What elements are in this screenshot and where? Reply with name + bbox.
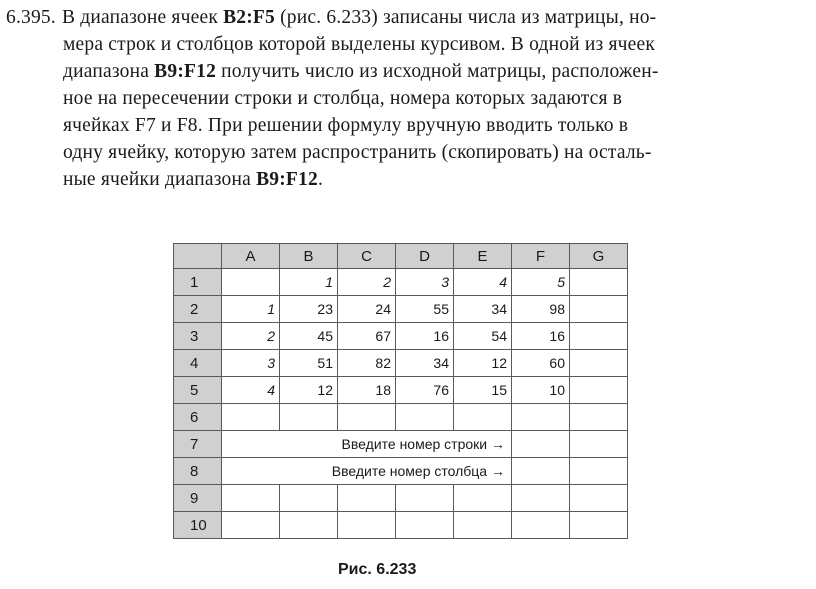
cell[interactable]: 76 (396, 377, 454, 404)
range-ref: B2:F5 (223, 7, 275, 28)
figure-caption: Рис. 6.233 (338, 561, 417, 578)
column-header[interactable]: A (222, 244, 280, 269)
column-header[interactable]: C (338, 244, 396, 269)
row-header[interactable]: 10 (174, 512, 222, 539)
sheet-row (174, 323, 628, 350)
cell[interactable] (222, 404, 280, 431)
cell[interactable]: 45 (280, 323, 338, 350)
cell[interactable] (512, 485, 570, 512)
cell[interactable]: 82 (338, 350, 396, 377)
row-prompt-cell[interactable]: Введите номер строки → (222, 431, 512, 458)
cell[interactable]: 4 (222, 377, 280, 404)
cell[interactable] (396, 485, 454, 512)
problem-number: 6.395. (6, 7, 56, 28)
column-header-row (174, 244, 628, 269)
cell[interactable]: 2 (338, 269, 396, 296)
cell[interactable] (280, 512, 338, 539)
cell[interactable] (454, 485, 512, 512)
cell-F8[interactable] (512, 458, 570, 485)
cell[interactable]: 1 (280, 269, 338, 296)
column-header[interactable]: E (454, 244, 512, 269)
row-header[interactable]: 7 (174, 431, 222, 458)
sheet-row (174, 350, 628, 377)
cell[interactable]: 67 (338, 323, 396, 350)
cell[interactable]: 4 (454, 269, 512, 296)
sheet-row (174, 377, 628, 404)
column-header[interactable]: B (280, 244, 338, 269)
cell[interactable]: 15 (454, 377, 512, 404)
cell[interactable] (280, 404, 338, 431)
cell[interactable] (570, 512, 628, 539)
cell[interactable] (570, 485, 628, 512)
cell[interactable] (454, 404, 512, 431)
row-header[interactable]: 9 (174, 485, 222, 512)
cell[interactable]: 10 (512, 377, 570, 404)
corner-cell[interactable] (174, 244, 222, 269)
problem-line: мера строк и столбцов которой выделены курсивом. В одной из ячеек (63, 34, 656, 55)
cell[interactable] (570, 323, 628, 350)
cell[interactable] (570, 350, 628, 377)
cell[interactable] (338, 485, 396, 512)
cell[interactable] (338, 404, 396, 431)
cell[interactable]: 16 (512, 323, 570, 350)
cell[interactable] (570, 296, 628, 323)
problem-text (6, 4, 806, 193)
cell[interactable]: 55 (396, 296, 454, 323)
sheet-row (174, 458, 628, 485)
cell[interactable]: 24 (338, 296, 396, 323)
spreadsheet (173, 243, 628, 539)
cell[interactable]: 1 (222, 296, 280, 323)
row-header[interactable]: 8 (174, 458, 222, 485)
row-header[interactable]: 4 (174, 350, 222, 377)
cell[interactable] (338, 512, 396, 539)
sheet-row (174, 431, 628, 458)
cell[interactable] (280, 485, 338, 512)
cell[interactable]: 12 (454, 350, 512, 377)
cell[interactable] (512, 512, 570, 539)
column-header[interactable]: D (396, 244, 454, 269)
cell[interactable] (570, 269, 628, 296)
cell[interactable] (222, 485, 280, 512)
problem-line: 6.395. В диапазоне ячеек B2:F5 (рис. 6.233) записаны числа из матрицы, но- (6, 4, 806, 31)
column-header[interactable]: G (570, 244, 628, 269)
cell[interactable] (396, 512, 454, 539)
range-ref: B9:F12 (154, 61, 217, 82)
cell[interactable] (396, 404, 454, 431)
column-header[interactable]: F (512, 244, 570, 269)
problem-line: ячейках F7 и F8. При решении формулу вручную вводить только в (63, 115, 629, 136)
cell[interactable]: 60 (512, 350, 570, 377)
cell[interactable] (570, 404, 628, 431)
cell[interactable] (570, 377, 628, 404)
cell[interactable]: 16 (396, 323, 454, 350)
cell[interactable]: 3 (396, 269, 454, 296)
sheet-row (174, 512, 628, 539)
sheet-row (174, 404, 628, 431)
sheet-row (174, 296, 628, 323)
problem-line: диапазона B9:F12 получить число из исходной матрицы, расположен- (63, 61, 659, 82)
cell[interactable]: 34 (396, 350, 454, 377)
cell[interactable]: 34 (454, 296, 512, 323)
cell[interactable]: 18 (338, 377, 396, 404)
sheet-row (174, 269, 628, 296)
cell[interactable]: 2 (222, 323, 280, 350)
cell[interactable]: 54 (454, 323, 512, 350)
cell-G8[interactable] (570, 458, 628, 485)
problem-line: одну ячейку, которую затем распространить (скопировать) на осталь- (63, 142, 652, 163)
cell[interactable] (222, 512, 280, 539)
cell[interactable] (454, 512, 512, 539)
sheet-row (174, 485, 628, 512)
cell-G7[interactable] (570, 431, 628, 458)
cell[interactable]: 51 (280, 350, 338, 377)
range-ref: B9:F12 (256, 169, 318, 190)
row-header[interactable]: 1 (174, 269, 222, 296)
problem-line: ные ячейки диапазона B9:F12. (63, 169, 324, 190)
cell[interactable] (222, 269, 280, 296)
cell[interactable] (512, 404, 570, 431)
row-header[interactable]: 6 (174, 404, 222, 431)
column-prompt-cell[interactable]: Введите номер столбца → (222, 458, 512, 485)
cell[interactable]: 5 (512, 269, 570, 296)
cell[interactable]: 3 (222, 350, 280, 377)
row-header[interactable]: 2 (174, 296, 222, 323)
row-header[interactable]: 5 (174, 377, 222, 404)
cell[interactable]: 98 (512, 296, 570, 323)
problem-line: ное на пересечении строки и столбца, номера которых задаются в (63, 88, 623, 109)
row-header[interactable]: 3 (174, 323, 222, 350)
cell[interactable]: 12 (280, 377, 338, 404)
cell[interactable]: 23 (280, 296, 338, 323)
cell-F7[interactable] (512, 431, 570, 458)
